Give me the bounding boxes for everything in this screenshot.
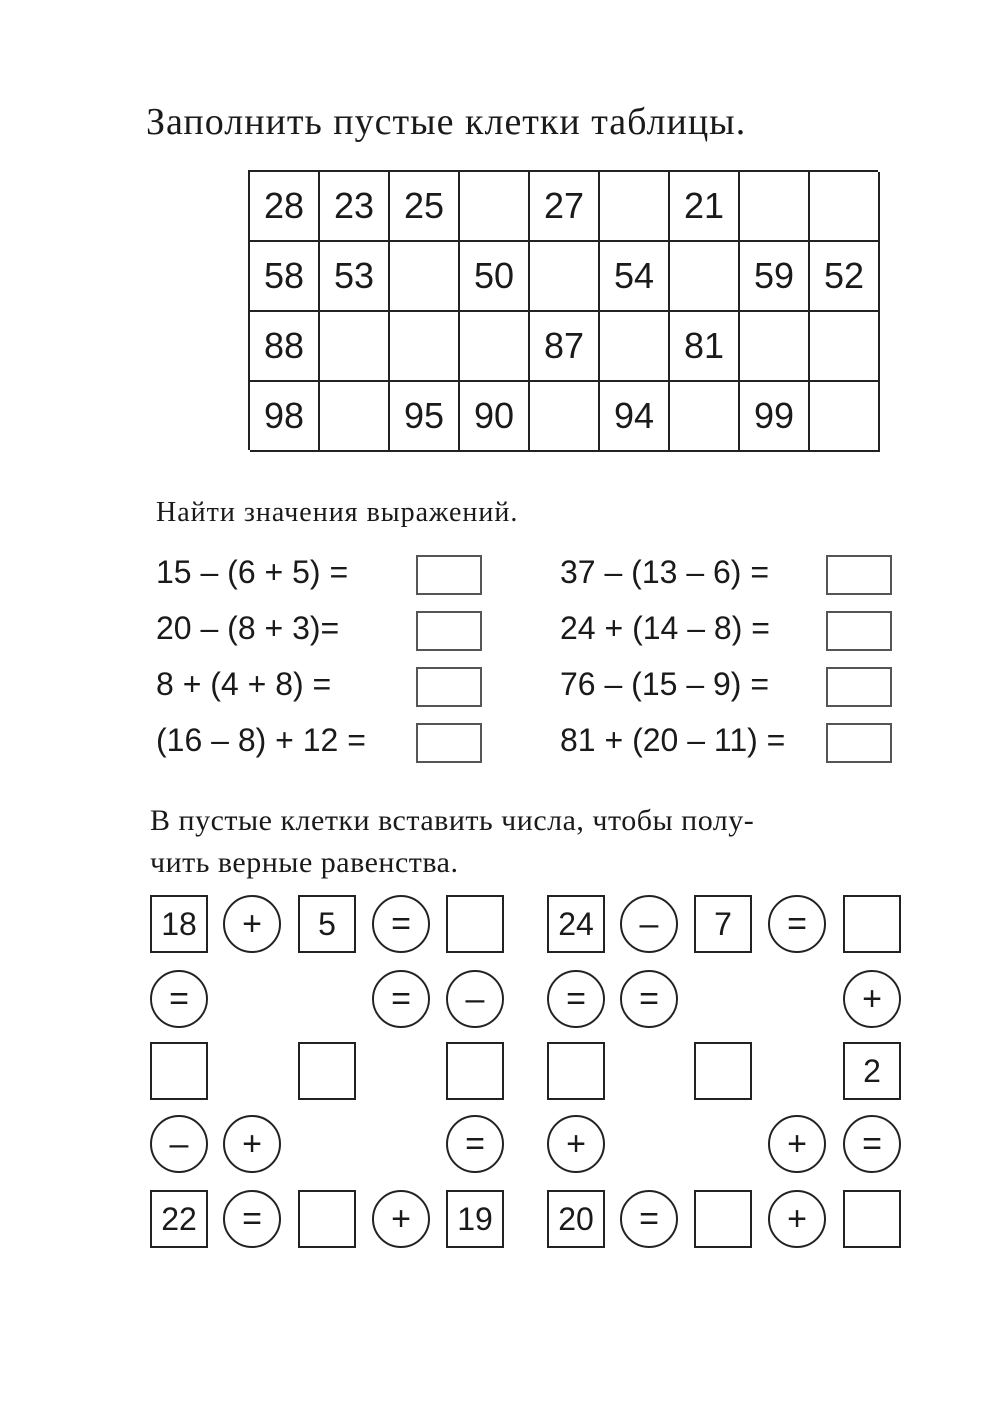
equals-sign: = (768, 895, 826, 953)
table-cell-empty[interactable] (460, 312, 530, 382)
expression-right-2: 24 + (14 – 8) = (560, 610, 770, 646)
table-cell-empty[interactable] (530, 242, 600, 312)
table-cell-empty[interactable] (600, 312, 670, 382)
plus-sign: + (547, 1115, 605, 1173)
empty-cell[interactable] (446, 1042, 504, 1100)
table-cell: 25 (390, 172, 460, 242)
table-cell-empty[interactable] (320, 382, 390, 452)
answer-box-right-3[interactable] (826, 667, 892, 707)
equals-sign: = (547, 970, 605, 1028)
table-cell-empty[interactable] (670, 382, 740, 452)
expression-left-2: 20 – (8 + 3)= (156, 610, 340, 646)
table-cell-empty[interactable] (460, 172, 530, 242)
expression-right-3: 76 – (15 – 9) = (560, 666, 770, 702)
expression-right-1: 37 – (13 – 6) = (560, 554, 770, 590)
equals-sign: = (372, 895, 430, 953)
table-cell: 99 (740, 382, 810, 452)
table-cell: 98 (250, 382, 320, 452)
minus-sign: – (150, 1115, 208, 1173)
table-cell-empty[interactable] (600, 172, 670, 242)
empty-cell[interactable] (694, 1190, 752, 1248)
table-cell: 95 (390, 382, 460, 452)
number-cell-18: 18 (150, 895, 208, 953)
table-cell: 23 (320, 172, 390, 242)
table-cell: 94 (600, 382, 670, 452)
number-cell-22: 22 (150, 1190, 208, 1248)
table-cell: 28 (250, 172, 320, 242)
table-cell: 58 (250, 242, 320, 312)
table-cell: 59 (740, 242, 810, 312)
expression-left-3: 8 + (4 + 8) = (156, 666, 332, 702)
table-cell: 87 (530, 312, 600, 382)
table-cell-empty[interactable] (740, 172, 810, 242)
table-cell-empty[interactable] (390, 312, 460, 382)
table-cell-empty[interactable] (390, 242, 460, 312)
table-cell: 53 (320, 242, 390, 312)
expression-right-4: 81 + (20 – 11) = (560, 722, 786, 758)
table-cell-empty[interactable] (670, 242, 740, 312)
number-cell-2: 2 (843, 1042, 901, 1100)
empty-cell[interactable] (547, 1042, 605, 1100)
equals-sign: = (372, 970, 430, 1028)
plus-sign: + (768, 1190, 826, 1248)
answer-box-left-4[interactable] (416, 723, 482, 763)
empty-cell[interactable] (150, 1042, 208, 1100)
expression-left-4: (16 – 8) + 12 = (156, 722, 366, 758)
minus-sign: – (446, 970, 504, 1028)
answer-box-left-3[interactable] (416, 667, 482, 707)
number-table (248, 170, 878, 450)
equals-sign: = (843, 1115, 901, 1173)
table-cell: 54 (600, 242, 670, 312)
empty-cell[interactable] (843, 895, 901, 953)
number-cell-19: 19 (446, 1190, 504, 1248)
table-cell: 50 (460, 242, 530, 312)
empty-cell[interactable] (298, 1190, 356, 1248)
table-cell-empty[interactable] (320, 312, 390, 382)
table-cell-empty[interactable] (810, 172, 880, 242)
expression-left-1: 15 – (6 + 5) = (156, 554, 349, 590)
answer-box-right-2[interactable] (826, 611, 892, 651)
plus-sign: + (843, 970, 901, 1028)
table-cell-empty[interactable] (530, 382, 600, 452)
equals-sign: = (620, 970, 678, 1028)
table-cell: 52 (810, 242, 880, 312)
answer-box-left-1[interactable] (416, 555, 482, 595)
plus-sign: + (768, 1115, 826, 1173)
number-cell-5: 5 (298, 895, 356, 953)
table-cell-empty[interactable] (810, 382, 880, 452)
number-cell-24: 24 (547, 895, 605, 953)
answer-box-right-1[interactable] (826, 555, 892, 595)
plus-sign: + (223, 895, 281, 953)
equals-sign: = (620, 1190, 678, 1248)
empty-cell[interactable] (446, 895, 504, 953)
equals-sign: = (223, 1190, 281, 1248)
task3-title-line1: В пустые клетки вставить числа, чтобы полу- (150, 804, 755, 837)
table-cell: 21 (670, 172, 740, 242)
table-cell: 81 (670, 312, 740, 382)
empty-cell[interactable] (694, 1042, 752, 1100)
table-cell-empty[interactable] (740, 312, 810, 382)
number-cell-20: 20 (547, 1190, 605, 1248)
task3-title-line2: чить верные равенства. (150, 846, 459, 879)
task3-title (150, 800, 754, 884)
table-cell: 90 (460, 382, 530, 452)
number-cell-7: 7 (694, 895, 752, 953)
answer-box-right-4[interactable] (826, 723, 892, 763)
plus-sign: + (372, 1190, 430, 1248)
empty-cell[interactable] (843, 1190, 901, 1248)
answer-box-left-2[interactable] (416, 611, 482, 651)
plus-sign: + (223, 1115, 281, 1173)
table-cell: 27 (530, 172, 600, 242)
table-cell-empty[interactable] (810, 312, 880, 382)
minus-sign: – (620, 895, 678, 953)
equals-sign: = (446, 1115, 504, 1173)
table-cell: 88 (250, 312, 320, 382)
task1-title: Заполнить пустые клетки таблицы. (146, 101, 747, 143)
equals-sign: = (150, 970, 208, 1028)
task2-title: Найти значения выражений. (156, 497, 519, 528)
empty-cell[interactable] (298, 1042, 356, 1100)
